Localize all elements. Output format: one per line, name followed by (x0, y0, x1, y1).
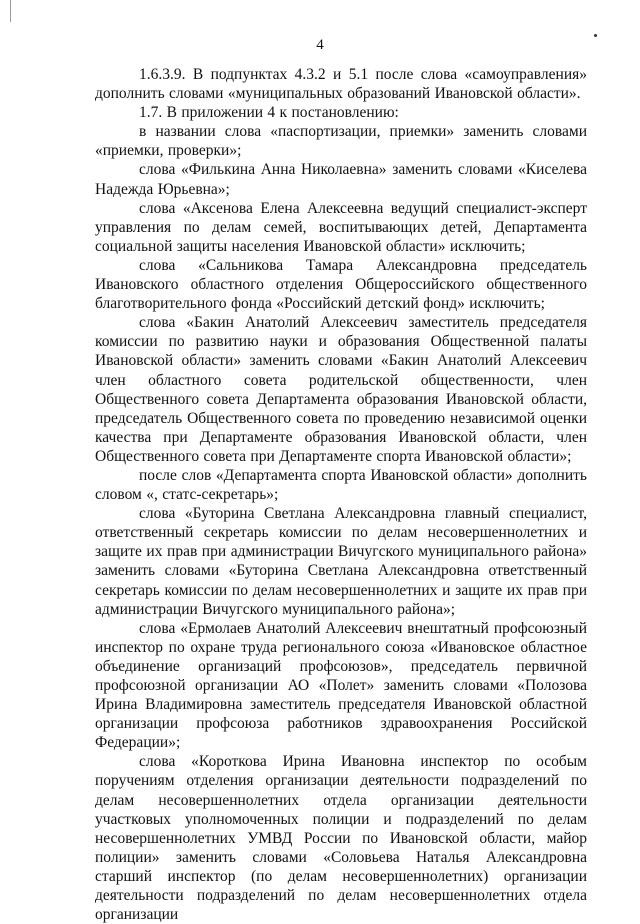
page-edge-line (10, 0, 11, 22)
page-number: 4 (316, 37, 324, 53)
paragraph-bakin: слова «Бакин Анатолий Алексеевич заместитель председателя комиссии по развитию науки и образования Общественной палаты Ивановской области» заменить словами «Бакин Анатолий Алексеевич член областного совета родительской общественности, член Общественного совета Департамента образования Ивановской области, председатель Общественного совета по проведению независимой оценки качества при Департаменте образования Ивановской области, член Общественного совета при Департаменте спорта Ивановской области»; (95, 314, 587, 465)
paragraph-ermolaev: слова «Ермолаев Анатолий Алексеевич внештатный профсоюзный инспектор по охране труда регионального союза «Ивановское областное объединение организаций профсоюзов», председатель первичной профсоюзной организации АО «Полет» заменить словами «Полозова Ирина Владимировна заместитель председателя Ивановской областной организации профсоюза работников здравоохранения Российской Федерации»; (95, 619, 587, 752)
document-body (95, 65, 587, 924)
paragraph-butorina: слова «Буторина Светлана Александровна главный специалист, ответственный секретарь комиссии по делам несовершеннолетних и защите их прав при администрации Вичугского муниципального района» заменить словами «Буторина Светлана Александровна ответственный секретарь комиссии по делам несовершеннолетних и защите их прав при администрации Вичугского муниципального района»; (95, 505, 587, 618)
paragraph-1-7: 1.7. В приложении 4 к постановлению: (139, 104, 399, 122)
paragraph-salnikova: слова «Сальникова Тамара Александровна председатель Ивановского областного отделения Общероссийского общественного благотворительного фонда «Российский детский фонд» исключить; (95, 256, 587, 313)
paragraph-filkina: слова «Филькина Анна Николаевна» заменить словами «Киселева Надежда Юрьевна»; (95, 161, 587, 198)
paragraph-1-6-3-9: 1.6.3.9. В подпунктах 4.3.2 и 5.1 после слова «самоуправления» дополнить словами «муниципальных образований Ивановской области». (95, 66, 587, 103)
scan-dot-mark (594, 34, 597, 37)
paragraph-sport-department: после слов «Департамента спорта Ивановской области» дополнить словом «, статс-секретарь»; (95, 466, 587, 504)
paragraph-aksenova: слова «Аксенова Елена Алексеевна ведущий специалист-эксперт управления по делам семей, воспитывающих детей, Департамента социальной защиты населения Ивановской области» исключить; (95, 199, 587, 255)
paragraph-title-change: в названии слова «паспортизации, приемки» заменить словами «приемки, проверки»; (95, 123, 587, 160)
paragraph-korotkova: слова «Короткова Ирина Ивановна инспектор по особым поручениям отделения организации деятельности подразделений по делам несовершеннолетних отдела организации деятельности участковых уполномоченных полиции и подразделений по делам несовершеннолетних УМВД России по Ивановской области, майор полиции» заменить словами «Соловьева Наталья Александровна старший инспектор (по делам несовершеннолетних) организации деятельности подразделений по делам несовершеннолетних отдела организации (95, 753, 587, 924)
